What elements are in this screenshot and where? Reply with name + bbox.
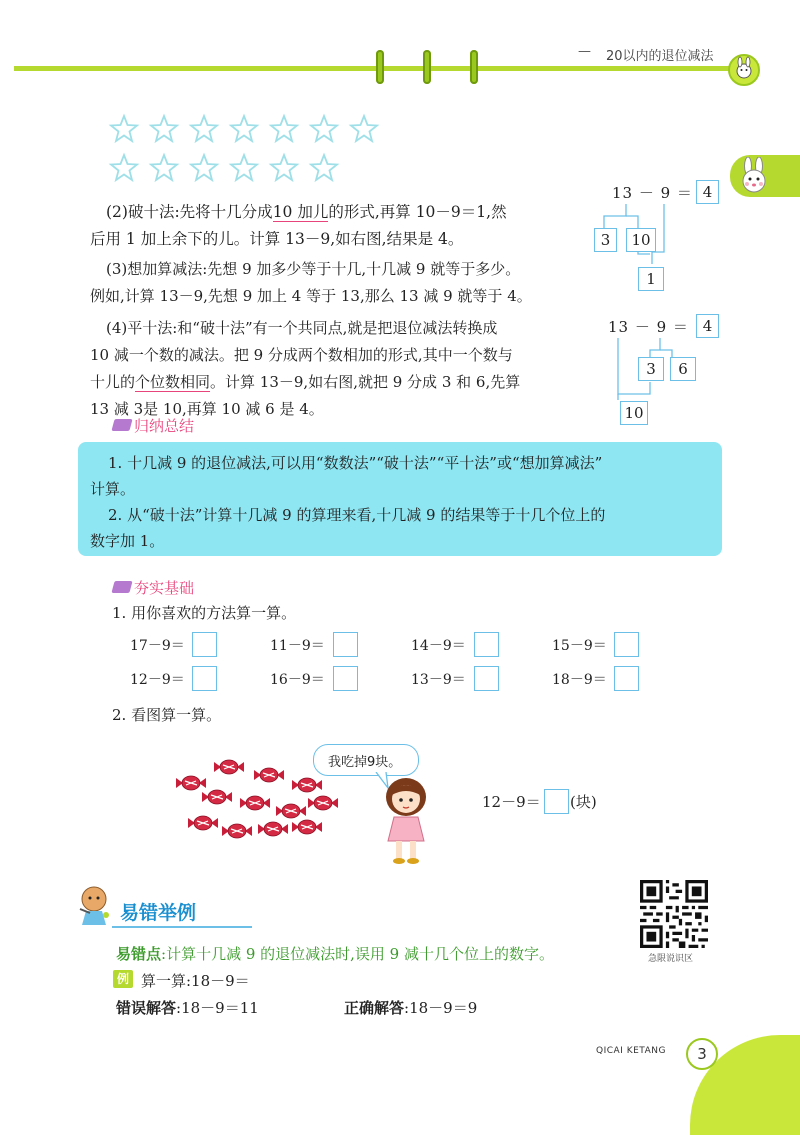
method2-paragraph xyxy=(90,199,600,253)
diagram1-left-box: 3 xyxy=(594,228,617,252)
mistake-underline xyxy=(112,926,252,928)
calc-expr: 17－9＝ xyxy=(130,638,185,654)
wrong-text: :18－9＝11 xyxy=(176,999,259,1017)
star-icon xyxy=(151,116,177,141)
practice-title: 夯实基础 xyxy=(134,579,195,597)
speech-text: 我吃掉9块。 xyxy=(328,755,402,770)
right-label: 正确解答 xyxy=(344,999,405,1017)
question-2: 2. 看图算一算。 xyxy=(112,706,222,724)
method2-highlight: 10 加儿 xyxy=(272,203,329,221)
method4-paragraph xyxy=(90,315,600,423)
calc-expr: 11－9＝ xyxy=(270,638,325,654)
summary-p1b: 计算。 xyxy=(90,480,136,498)
candy-icon xyxy=(254,768,284,782)
speech-bubble xyxy=(313,744,419,776)
candy-icon xyxy=(308,796,338,810)
candies-illustration xyxy=(172,758,342,853)
example-text: 算一算:18－9＝ xyxy=(141,972,250,990)
diagram2-right-box: 6 xyxy=(670,357,696,381)
method3-line2: 例如,计算 13－9,先想 9 加上 4 等于 13,那么 13 减 9 就等于 4。 xyxy=(90,287,532,305)
summary-p1a: 1. 十几减 9 的退位减法,可以用“数数法”“破十法”“平十法”或“想加算减法” xyxy=(108,454,603,472)
summary-p2a: 2. 从“破十法”计算十几减 9 的算理来看,十几减 9 的结果等于十几个位上的 xyxy=(108,506,606,524)
header-dash: — xyxy=(578,44,591,59)
diagram-1 xyxy=(590,178,730,298)
diagram2-left-box: 3 xyxy=(638,357,664,381)
summary-book-icon xyxy=(111,419,132,431)
qr-caption: 急限说识区 xyxy=(648,954,694,964)
answer-box[interactable] xyxy=(614,666,639,691)
method3-paragraph xyxy=(90,256,600,310)
answer-box[interactable] xyxy=(614,632,639,657)
summary-p2b: 数字加 1。 xyxy=(90,532,165,550)
star-icon xyxy=(271,155,297,180)
question-1: 1. 用你喜欢的方法算一算。 xyxy=(112,604,297,622)
picture-unit: (块) xyxy=(570,793,597,811)
binder-ring-3 xyxy=(470,50,478,84)
star-icon xyxy=(271,116,297,141)
candy-icon xyxy=(202,790,232,804)
method4-line1: (4)平十法:和“破十法”有一个共同点,就是把退位减法转换成 xyxy=(106,319,498,337)
star-icon xyxy=(151,155,177,180)
method3-line1: (3)想加算减法:先想 9 加多少等于十几,十几减 9 就等于多少。 xyxy=(106,260,521,278)
diagram1-result-box: 4 xyxy=(696,180,719,204)
answer-box[interactable] xyxy=(192,666,217,691)
method4-line2: 10 减一个数的减法。把 9 分成两个数相加的形式,其中一个数与 xyxy=(90,346,513,364)
candy-icon xyxy=(258,822,288,836)
diagram1-right-box: 10 xyxy=(626,228,656,252)
practice-book-icon xyxy=(111,581,132,593)
star-icon xyxy=(231,155,257,180)
candy-icon xyxy=(292,820,322,834)
picture-answer-box[interactable] xyxy=(544,789,569,814)
summary-title: 归纳总结 xyxy=(134,417,195,435)
candy-icon xyxy=(222,824,252,838)
diagram-2 xyxy=(590,310,730,430)
calc-expr: 12－9＝ xyxy=(130,672,185,688)
mistake-point xyxy=(116,943,554,964)
answer-box[interactable] xyxy=(192,632,217,657)
mistake-point-text: :计算十几减 9 的退位减法时,误用 9 减十几个位上的数字。 xyxy=(161,945,554,963)
diagram2-result-box: 4 xyxy=(696,314,719,338)
star-icon xyxy=(111,155,137,180)
candy-icon xyxy=(240,796,270,810)
calc-expr: 15－9＝ xyxy=(552,638,607,654)
method2-text2: 的形式,再算 10－9＝1,然 xyxy=(328,203,507,221)
binder-ring-1 xyxy=(376,50,384,84)
star-icon xyxy=(111,116,137,141)
answer-box[interactable] xyxy=(333,666,358,691)
page-number: 3 xyxy=(686,1038,718,1070)
candy-icon xyxy=(276,804,306,818)
calc-expr: 16－9＝ xyxy=(270,672,325,688)
star-icon xyxy=(191,155,217,180)
calc-expr: 14－9＝ xyxy=(411,638,466,654)
candy-icon xyxy=(176,776,206,790)
candy-icon xyxy=(214,760,244,774)
diagram1-bottom-box: 1 xyxy=(638,267,664,291)
mistake-title: 易错举例 xyxy=(120,902,197,924)
example-tag: 例 xyxy=(113,970,133,988)
method4-line3b: 。计算 13－9,如右图,就把 9 分成 3 和 6,先算 xyxy=(210,373,521,391)
footer-brand: QICAI KETANG xyxy=(596,1046,666,1056)
header-title: 20以内的退位减法 xyxy=(606,49,714,64)
girl-illustration xyxy=(376,775,436,867)
header-bar xyxy=(14,66,730,71)
method2-text1: (2)破十法:先将十几分成 xyxy=(106,203,273,221)
star-icon xyxy=(231,116,257,141)
method4-highlight: 个位数相同 xyxy=(135,373,211,391)
answer-box[interactable] xyxy=(474,632,499,657)
mistake-point-label: 易错点 xyxy=(116,945,162,963)
star-icon xyxy=(191,116,217,141)
rabbit-icon xyxy=(736,157,772,199)
wrong-label: 错误解答 xyxy=(116,999,177,1017)
answer-box[interactable] xyxy=(474,666,499,691)
stars-group xyxy=(108,113,388,188)
thinker-icon xyxy=(76,885,112,925)
star-icon xyxy=(311,155,337,180)
method2-line2: 后用 1 加上余下的儿。计算 13－9,如右图,结果是 4。 xyxy=(90,230,464,248)
qr-code-icon[interactable] xyxy=(640,880,708,948)
diagram2-expr: 13 － 9 ＝ xyxy=(608,318,689,336)
calc-expr: 18－9＝ xyxy=(552,672,607,688)
picture-eq: 12－9＝ xyxy=(482,793,541,811)
right-text: :18－9＝9 xyxy=(404,999,478,1017)
wrong-answer xyxy=(116,997,259,1018)
star-icon xyxy=(351,116,377,141)
summary-box xyxy=(78,442,722,556)
star-icon xyxy=(311,116,337,141)
right-answer xyxy=(344,997,477,1018)
candy-icon xyxy=(292,778,322,792)
candy-icon xyxy=(188,816,218,830)
calc-expr: 13－9＝ xyxy=(411,672,466,688)
method4-line3a: 十儿的 xyxy=(90,373,136,391)
header-mascot-icon xyxy=(728,54,760,86)
diagram2-bottom-box: 10 xyxy=(620,401,648,425)
diagram1-expr: 13 － 9 ＝ xyxy=(612,184,693,202)
binder-ring-2 xyxy=(423,50,431,84)
method4-line4: 13 减 3是 10,再算 10 减 6 是 4。 xyxy=(90,400,324,418)
answer-box[interactable] xyxy=(333,632,358,657)
